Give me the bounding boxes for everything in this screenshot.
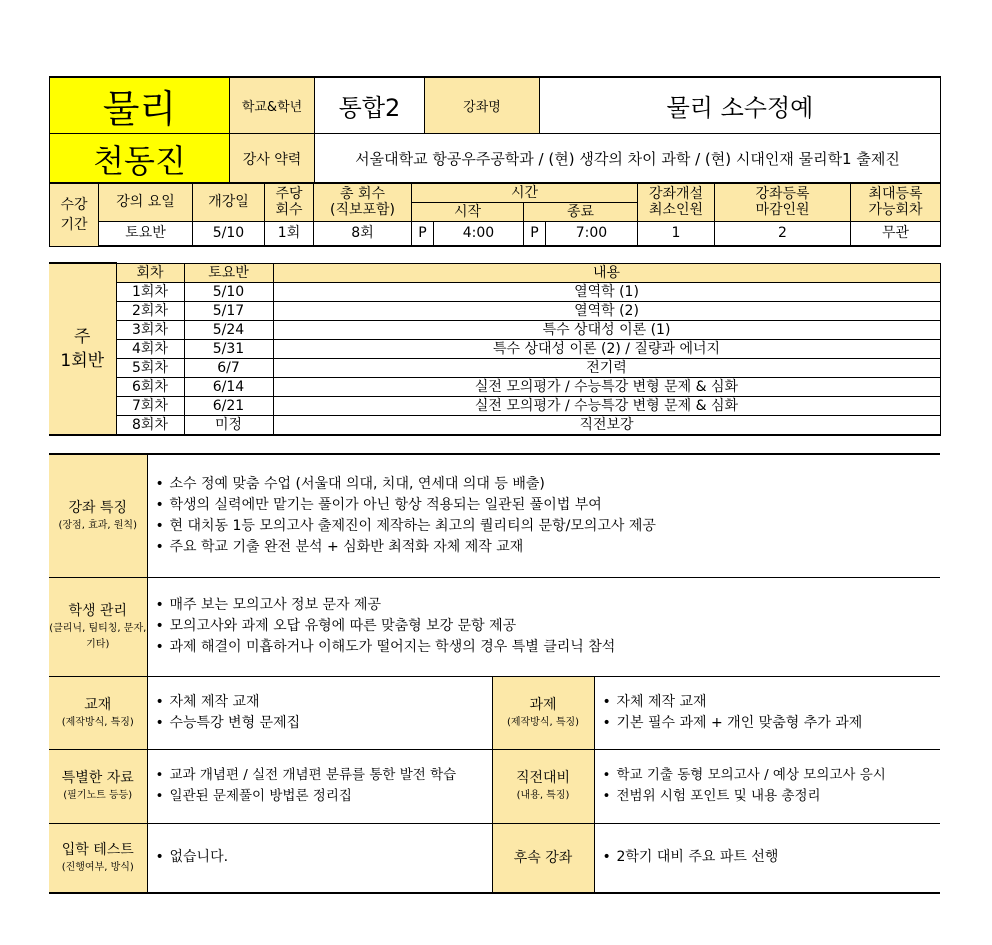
followup-course-label: 후속 강좌 — [492, 823, 594, 893]
table-row — [49, 358, 940, 377]
table-row — [49, 320, 940, 339]
table-row — [49, 301, 940, 320]
session-cell: 3회차 — [116, 320, 184, 339]
content-cell: 열역학 (2) — [273, 301, 940, 320]
subject-title: 물리 — [50, 77, 230, 134]
content-cell: 특수 상대성 이론 (1) — [273, 320, 940, 339]
date-cell: 5/24 — [184, 320, 273, 339]
content-cell: 전기력 — [273, 358, 940, 377]
time-start-header: 시작 — [412, 202, 524, 221]
session-cell: 2회차 — [116, 301, 184, 320]
table-row — [49, 377, 940, 396]
time-header: 시간 — [412, 183, 638, 202]
list-item: • 매주 보는 모의고사 정보 문자 제공 — [156, 595, 941, 616]
entrance-test-list — [147, 823, 492, 893]
school-grade-label: 학교&학년 — [230, 77, 315, 134]
date-cell: 6/21 — [184, 396, 273, 415]
course-feature-label: 강좌 특징 (장점, 효과, 원칙) — [49, 454, 147, 577]
career-label: 강사 약력 — [230, 134, 315, 184]
list-item: • 수능특강 변형 문제집 — [156, 713, 492, 734]
course-name-label: 강좌명 — [425, 77, 540, 134]
list-item: • 주요 학교 기출 완전 분석 + 심화반 최적화 자체 제작 교재 — [156, 537, 941, 558]
table-row — [49, 282, 940, 301]
start-ampm: P — [412, 221, 434, 246]
period-table — [49, 182, 941, 247]
day-header: 강의 요일 — [99, 183, 193, 221]
list-item: • 일관된 문제풀이 방법론 정리집 — [156, 786, 492, 807]
list-item: • 학생의 실력에만 맡기는 풀이가 아닌 항상 적용되는 일관된 풀이법 부여 — [156, 495, 941, 516]
header-table — [49, 76, 941, 184]
min-people-value: 1 — [638, 221, 715, 246]
table-row — [49, 396, 940, 415]
textbook-list — [147, 676, 492, 749]
deadline-people-value: 2 — [715, 221, 851, 246]
max-sessions-value: 무관 — [851, 221, 941, 246]
list-item: • 과제 해결이 미흡하거나 이해도가 떨어지는 학생의 경우 특별 클리닉 참석 — [156, 637, 941, 658]
date-cell: 5/17 — [184, 301, 273, 320]
session-cell: 5회차 — [116, 358, 184, 377]
date-cell: 6/7 — [184, 358, 273, 377]
end-ampm: P — [524, 221, 546, 246]
date-cell: 5/31 — [184, 339, 273, 358]
list-item: • 2학기 대비 주요 파트 선행 — [603, 847, 941, 868]
schedule-table — [49, 262, 941, 436]
teacher-name: 천동진 — [50, 134, 230, 184]
student-care-list — [147, 577, 940, 676]
list-item: • 없습니다. — [156, 847, 492, 868]
career-value: 서울대학교 항공우주공학과 / (현) 생각의 차이 과학 / (현) 시대인재 물리학1 출제진 — [315, 134, 941, 184]
content-cell: 직전보강 — [273, 415, 940, 435]
day-value: 토요반 — [99, 221, 193, 246]
session-header: 회차 — [116, 263, 184, 282]
end-time: 7:00 — [546, 221, 638, 246]
list-item: • 모의고사와 과제 오답 유형에 따른 맞춤형 보강 문항 제공 — [156, 616, 941, 637]
content-cell: 실전 모의평가 / 수능특강 변형 문제 & 심화 — [273, 377, 940, 396]
session-cell: 4회차 — [116, 339, 184, 358]
exam-prep-label: 직전대비 (내용, 특징) — [492, 749, 594, 823]
features-table — [49, 453, 940, 894]
min-people-header: 강좌개설 최소인원 — [638, 183, 715, 221]
content-header: 내용 — [273, 263, 940, 282]
session-cell: 1회차 — [116, 282, 184, 301]
list-item: • 자체 제작 교재 — [603, 692, 941, 713]
start-time: 4:00 — [434, 221, 524, 246]
start-date-header: 개강일 — [193, 183, 265, 221]
period-section-label: 수강 기간 — [50, 183, 99, 246]
exam-prep-list — [594, 749, 940, 823]
date-cell: 6/14 — [184, 377, 273, 396]
homework-list — [594, 676, 940, 749]
course-name-value: 물리 소수정예 — [540, 77, 941, 134]
table-row — [49, 415, 940, 435]
list-item: • 기본 필수 과제 + 개인 맞춤형 추가 과제 — [603, 713, 941, 734]
total-header: 총 회수 (직보포함) — [314, 183, 412, 221]
date-cell: 5/10 — [184, 282, 273, 301]
deadline-people-header: 강좌등록 마감인원 — [715, 183, 851, 221]
weekly-value: 1회 — [265, 221, 314, 246]
student-care-label: 학생 관리 (클리닉, 팀티칭, 문자, 기타) — [49, 577, 147, 676]
special-material-list — [147, 749, 492, 823]
list-item: • 전범위 시험 포인트 및 내용 총정리 — [603, 786, 941, 807]
list-item: • 현 대치동 1등 모의고사 출제진이 제작하는 최고의 퀄리티의 문항/모의고사 제공 — [156, 516, 941, 537]
list-item: • 자체 제작 교재 — [156, 692, 492, 713]
homework-label: 과제 (제작방식, 특징) — [492, 676, 594, 749]
special-material-label: 특별한 자료 (필기노트 등등) — [49, 749, 147, 823]
textbook-label: 교재 (제작방식, 특징) — [49, 676, 147, 749]
content-cell: 특수 상대성 이론 (2) / 질량과 에너지 — [273, 339, 940, 358]
content-cell: 열역학 (1) — [273, 282, 940, 301]
list-item: • 소수 정예 맞춤 수업 (서울대 의대, 치대, 연세대 의대 등 배출) — [156, 474, 941, 495]
entrance-test-label: 입학 테스트 (진행여부, 방식) — [49, 823, 147, 893]
list-item: • 교과 개념편 / 실전 개념편 분류를 통한 발전 학습 — [156, 765, 492, 786]
max-sessions-header: 최대등록 가능회차 — [851, 183, 941, 221]
schedule-side-label: 주 1회반 — [49, 263, 116, 435]
date-header: 토요반 — [184, 263, 273, 282]
time-end-header: 종료 — [524, 202, 638, 221]
total-value: 8회 — [314, 221, 412, 246]
start-date-value: 5/10 — [193, 221, 265, 246]
date-cell: 미정 — [184, 415, 273, 435]
followup-course-list — [594, 823, 940, 893]
list-item: • 학교 기출 동형 모의고사 / 예상 모의고사 응시 — [603, 765, 941, 786]
session-cell: 6회차 — [116, 377, 184, 396]
session-cell: 8회차 — [116, 415, 184, 435]
school-grade-value: 통합2 — [315, 77, 425, 134]
course-feature-list — [147, 454, 940, 577]
content-cell: 실전 모의평가 / 수능특강 변형 문제 & 심화 — [273, 396, 940, 415]
session-cell: 7회차 — [116, 396, 184, 415]
weekly-header: 주당 회수 — [265, 183, 314, 221]
table-row — [49, 339, 940, 358]
